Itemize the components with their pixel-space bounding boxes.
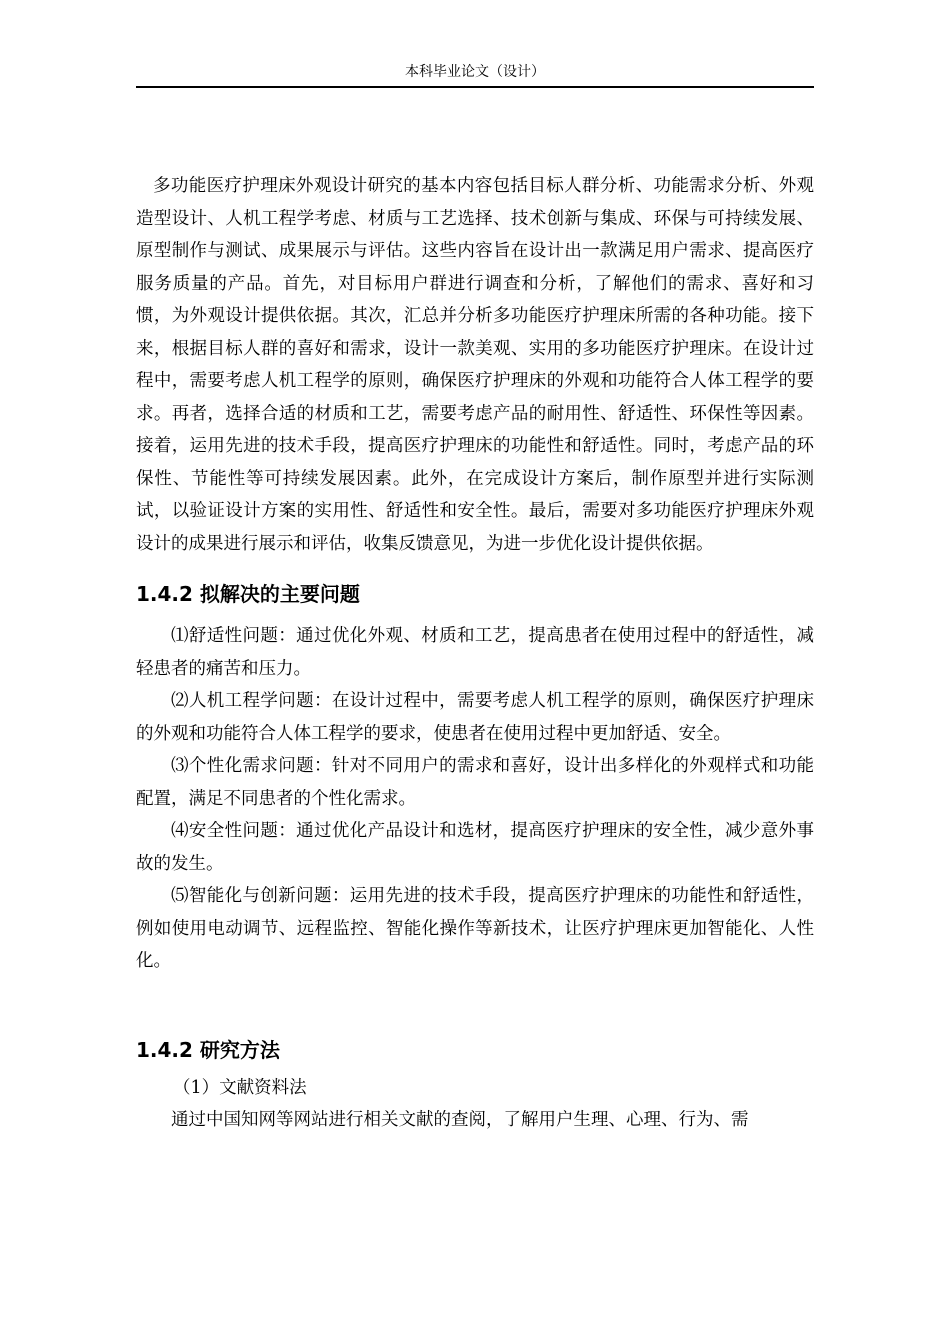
page-header <box>136 60 814 88</box>
header-title: 本科毕业论文（设计） <box>405 64 545 80</box>
document-body <box>136 170 814 1137</box>
method-subheading-literature: （1）文献资料法 <box>173 1077 307 1098</box>
intro-paragraph: 多功能医疗护理床外观设计研究的基本内容包括目标人群分析、功能需求分析、外观造型设计、人机工程学考虑、材质与工艺选择、技术创新与集成、环保与可持续发展、原型制作与测试、成果展示与评估。这些内容旨在设计出一款满足用户需求、提高医疗服务质量的产品。首先，对目标用户群进行调查和分析，了解他们的需求、喜好和习惯，为外观设计提供依据。其次，汇总并分析多功能医疗护理床所需的各种功能。接下来，根据目标人群的喜好和需求，设计一款美观、实用的多功能医疗护理床。在设计过程中，需要考虑人机工程学的原则，确保医疗护理床的外观和功能符合人体工程学的要求。再者，选择合适的材质和工艺，需要考虑产品的耐用性、舒适性、环保性等因素。接着，运用先进的技术手段，提高医疗护理床的功能性和舒适性。同时，考虑产品的环保性、节能性等可持续发展因素。此外，在完成设计方案后，制作原型并进行实际测试，以验证设计方案的实用性、舒适性和安全性。最后，需要对多功能医疗护理床外观设计的成果进行展示和评估，收集反馈意见，为进一步优化设计提供依据。 <box>136 176 814 554</box>
method-paragraph: 通过中国知网等网站进行相关文献的查阅，了解用户生理、心理、行为、需 <box>171 1110 749 1130</box>
problem-item-ergonomics: ⑵人机工程学问题：在设计过程中，需要考虑人机工程学的原则，确保医疗护理床的外观和功能符合人体工程学的要求，使患者在使用过程中更加舒适、安全。 <box>136 691 814 744</box>
section-heading-problems: 1.4.2 拟解决的主要问题 <box>136 582 360 606</box>
problem-item-personalization: ⑶个性化需求问题：针对不同用户的需求和喜好，设计出多样化的外观样式和功能配置，满足不同患者的个性化需求。 <box>136 756 814 809</box>
section-heading-methods: 1.4.2 研究方法 <box>136 1037 280 1062</box>
problem-item-comfort: ⑴舒适性问题：通过优化外观、材质和工艺，提高患者在使用过程中的舒适性，减轻患者的痛苦和压力。 <box>136 626 814 679</box>
problem-item-safety: ⑷安全性问题：通过优化产品设计和选材，提高医疗护理床的安全性，减少意外事故的发生。 <box>136 821 814 874</box>
problem-item-intelligence: ⑸智能化与创新问题：运用先进的技术手段，提高医疗护理床的功能性和舒适性，例如使用电动调节、远程监控、智能化操作等新技术，让医疗护理床更加智能化、人性化。 <box>136 886 814 971</box>
